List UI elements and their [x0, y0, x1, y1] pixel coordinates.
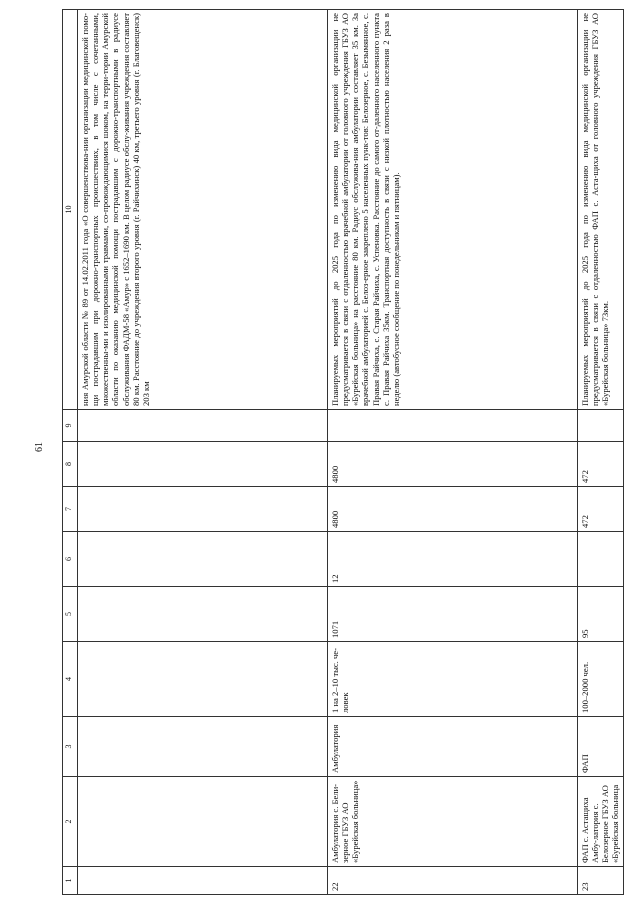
- cell-norm: 100–2000 чел.: [578, 642, 624, 717]
- cell-c5: [78, 587, 328, 642]
- cell-c6: [78, 532, 328, 587]
- page-number: 61: [34, 442, 45, 452]
- cell-name: Амбулатория с. Бели-зерное ГБУЗ АО «Бурейская больница»: [328, 777, 578, 867]
- cell-note: Планируемых мероприятий до 2025 года по изменению вида медицинской организации не предусматривается в связи с отдаленностью врачебной амбулатории от головного учреждения ГБУЗ АО «Бурейская больница» на расстояние 80 км. Радиус обслужива-ния амбулатории составляет 35 км. За врачебной амбулаторией с. Белоз-ерное закреплено 5 населенных пунк-тов: Белозерное, с. Безымянное, с. Правая Райчиха, с. Старая Райчиха, с. Успеновка. Расстояние до самого от-даленного населенного пункта с. Правая Райчиха 35км. Транспортная доступность в связи с низкой плотностью населения 2 раза в неделю (автобусное сообщение по понедельникам и пятницам).: [328, 10, 578, 410]
- cell-c6: [578, 532, 624, 587]
- table-row: [328, 10, 578, 895]
- header-cell: 4: [63, 642, 78, 717]
- cell-type: ФАП: [578, 717, 624, 777]
- cell-number: 23: [578, 867, 624, 895]
- header-cell: 9: [63, 410, 78, 442]
- cell-c7: 472: [578, 487, 624, 532]
- header-cell: 5: [63, 587, 78, 642]
- table-row: [578, 10, 624, 895]
- header-cell: 8: [63, 442, 78, 487]
- cell-c7: [78, 487, 328, 532]
- cell-c9: [78, 410, 328, 442]
- header-cell: 7: [63, 487, 78, 532]
- header-cell: 2: [63, 777, 78, 867]
- header-cell: 3: [63, 717, 78, 777]
- cell-c7: 4800: [328, 487, 578, 532]
- cell-norm: [78, 642, 328, 717]
- header-cell: 10: [63, 10, 78, 410]
- header-row: [63, 10, 78, 895]
- cell-name: [78, 777, 328, 867]
- cell-c8: 4800: [328, 442, 578, 487]
- cell-note: ния Амурской области № 89 от 14.02.2011 года «О совершенствова-нии организации медицинской помо-щи пострадавшим при дорожно-транспортных происшествиях, в том числе с сочетанными, множественны-ми и изолированными травмами, со-провождающимися шоком, на терри-тории Амурской области по оказанию медицинской помощи пострадавшим с дорожно-транспортными в радиусе обслуживания ФАДМ-58 «Амур» с 1652–1690 км. В целом радиусе обслу-живания учреждения составляет 80 км. Расстояние до учреждения второго уровня (г. Райчихинск) 40 км, третьего уровня (г. Благовещенск) 203 км: [78, 10, 328, 410]
- cell-norm: 1 на 2–10 тыс. че-ловек: [328, 642, 578, 717]
- cell-c5: 1071: [328, 587, 578, 642]
- header-cell: 1: [63, 867, 78, 895]
- cell-c5: 95: [578, 587, 624, 642]
- cell-c6: 12: [328, 532, 578, 587]
- data-table: [62, 9, 624, 895]
- table-row-continuation: [78, 10, 328, 895]
- cell-c8: [78, 442, 328, 487]
- cell-c8: 472: [578, 442, 624, 487]
- cell-type: Амбулатория: [328, 717, 578, 777]
- rotated-table-container: [62, 10, 622, 895]
- cell-number: [78, 867, 328, 895]
- cell-c9: [578, 410, 624, 442]
- cell-type: [78, 717, 328, 777]
- cell-name: ФАП с. Астащиха Амбу-латория с. Белозерное ГБУЗ АО «Бурейская больница: [578, 777, 624, 867]
- cell-number: 22: [328, 867, 578, 895]
- header-cell: 6: [63, 532, 78, 587]
- cell-note: Планируемых мероприятий до 2025 года по изменению вида медицинской организации не предусматривается в связи с отдаленностью ФАП с. Аста-щиха от головного учреждения ГБУЗ АО «Бурейская больница» 73км.: [578, 10, 624, 410]
- cell-c9: [328, 410, 578, 442]
